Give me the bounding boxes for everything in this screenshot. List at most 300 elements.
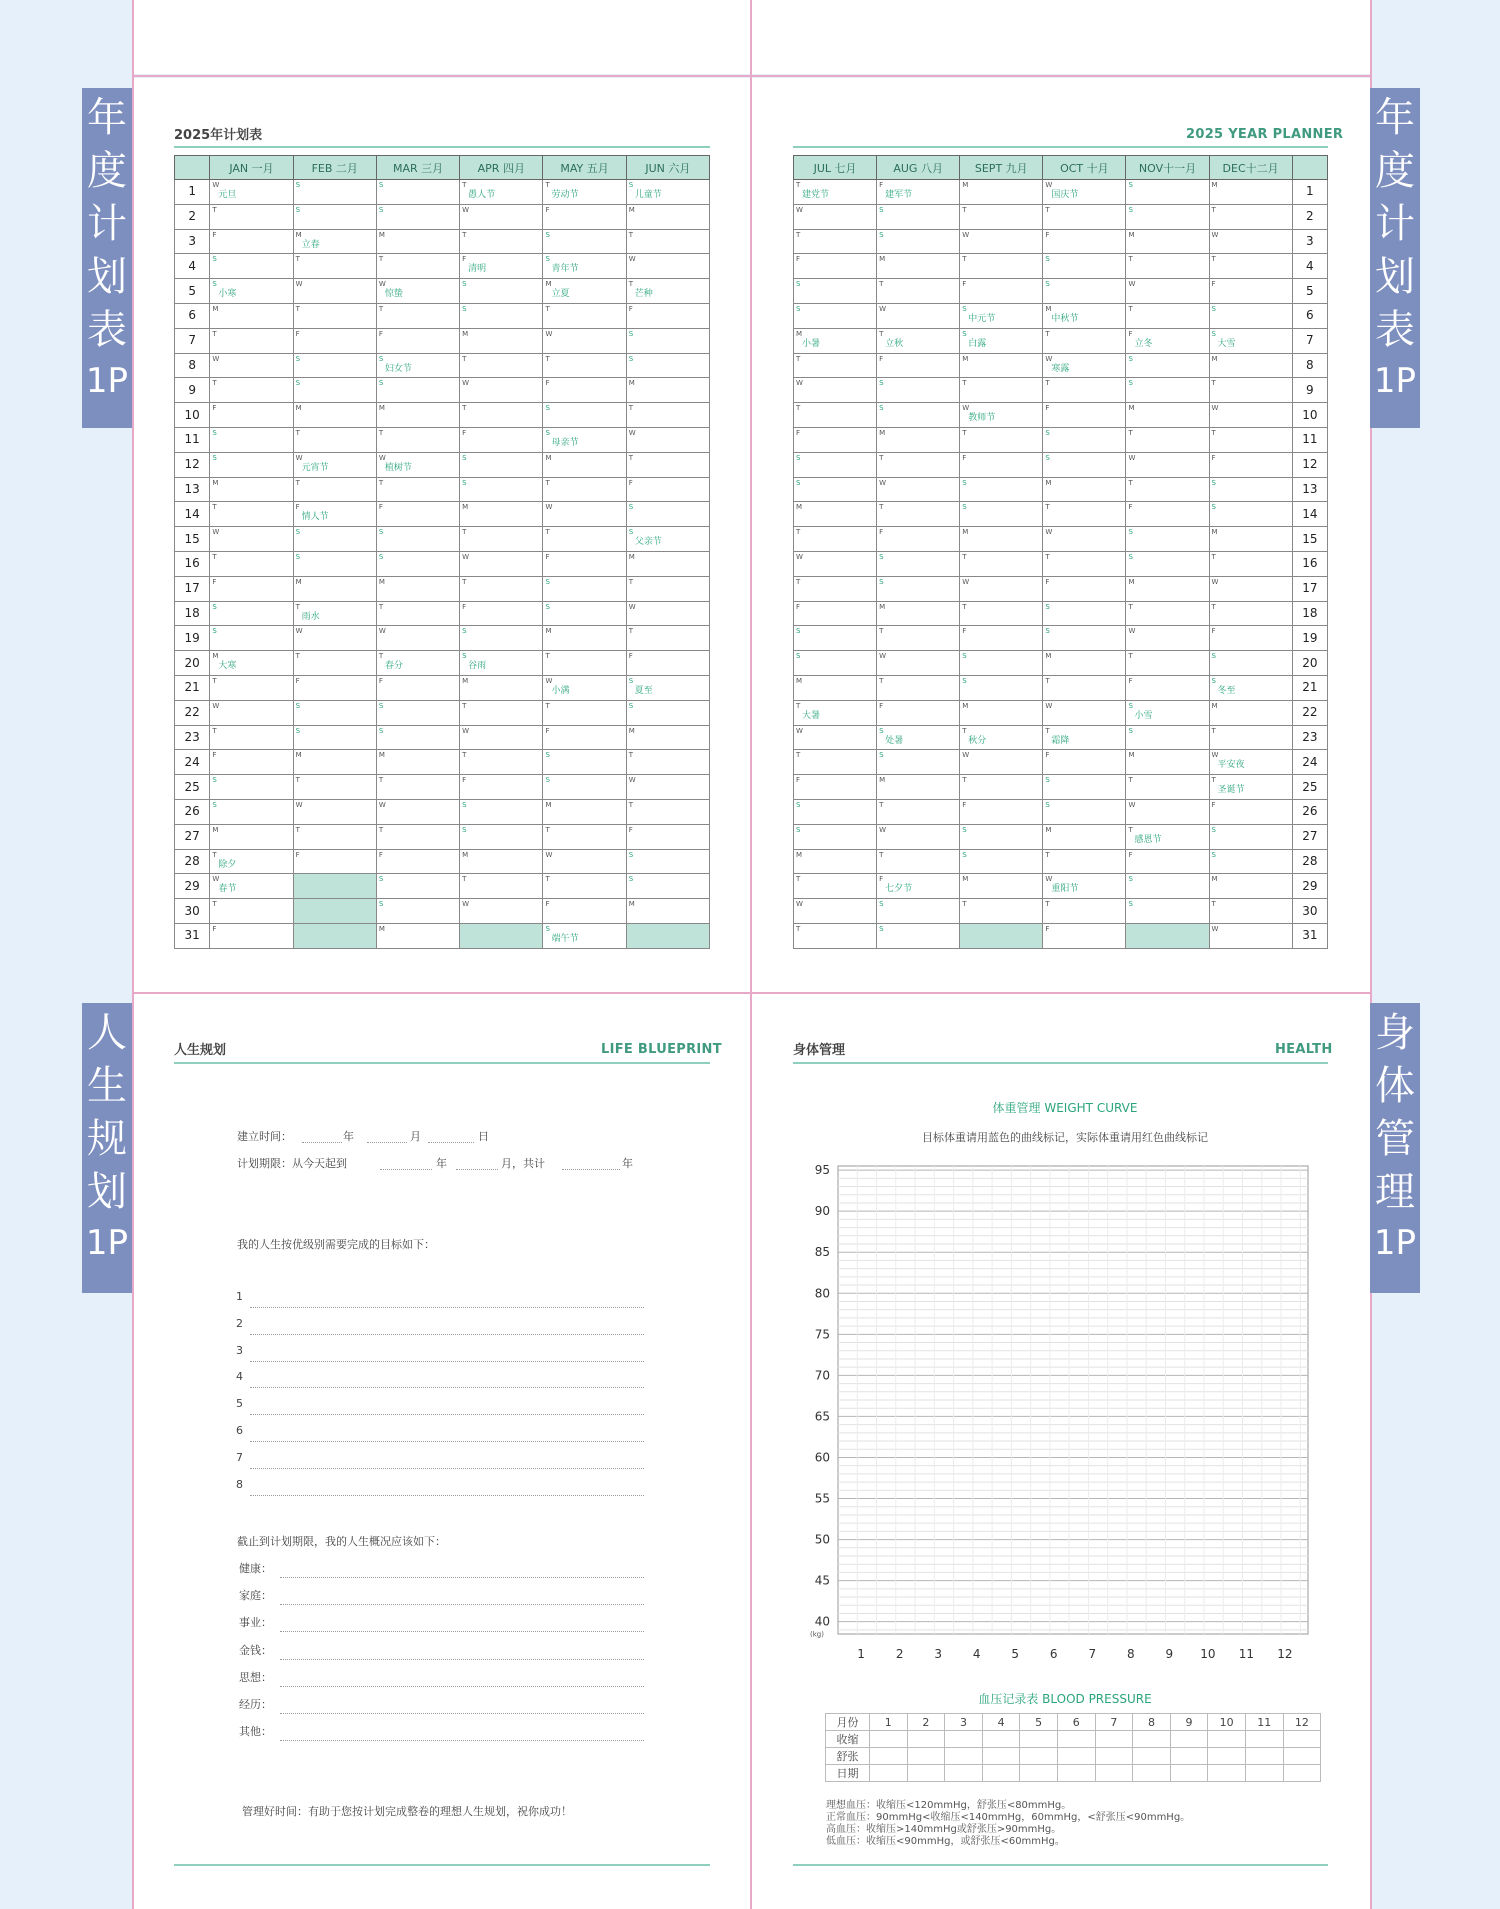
day-cell[interactable] [460,775,543,800]
day-cell[interactable] [460,874,543,899]
day-cell[interactable] [543,427,626,452]
day-cell[interactable] [543,700,626,725]
bp-cell[interactable] [1208,1748,1246,1765]
day-cell[interactable] [1043,651,1126,676]
day-cell[interactable] [210,427,293,452]
day-cell[interactable] [1043,204,1126,229]
day-cell[interactable] [1043,799,1126,824]
day-cell[interactable] [960,328,1043,353]
day-cell[interactable] [877,378,960,403]
day-cell[interactable] [960,874,1043,899]
day-cell[interactable] [293,725,376,750]
day-cell[interactable] [460,204,543,229]
bp-cell[interactable] [1170,1731,1208,1748]
day-cell[interactable] [960,775,1043,800]
day-cell[interactable] [877,551,960,576]
established-month-line[interactable] [367,1142,407,1143]
day-cell[interactable] [543,923,626,948]
day-cell[interactable] [543,254,626,279]
day-cell[interactable] [460,353,543,378]
day-cell[interactable] [877,824,960,849]
day-cell[interactable] [1043,725,1126,750]
bp-cell[interactable] [945,1748,983,1765]
day-cell[interactable] [1043,576,1126,601]
day-cell[interactable] [877,626,960,651]
day-cell[interactable] [626,923,709,948]
day-cell[interactable] [293,502,376,527]
day-cell[interactable] [293,452,376,477]
bp-cell[interactable] [1245,1748,1283,1765]
day-cell[interactable] [626,378,709,403]
day-cell[interactable] [877,923,960,948]
day-cell[interactable] [877,279,960,304]
day-cell[interactable] [210,229,293,254]
bp-cell[interactable] [1283,1731,1321,1748]
day-cell[interactable] [960,180,1043,205]
day-cell[interactable] [960,204,1043,229]
day-cell[interactable] [1043,700,1126,725]
day-cell[interactable] [626,452,709,477]
day-cell[interactable] [794,551,877,576]
bp-cell[interactable] [982,1765,1020,1782]
day-cell[interactable] [794,626,877,651]
day-cell[interactable] [1043,229,1126,254]
day-cell[interactable] [794,874,877,899]
bp-cell[interactable] [982,1748,1020,1765]
day-cell[interactable] [960,452,1043,477]
period-year-line[interactable] [380,1169,432,1170]
day-cell[interactable] [1043,378,1126,403]
day-cell[interactable] [460,626,543,651]
day-cell[interactable] [543,576,626,601]
day-cell[interactable] [210,700,293,725]
day-cell[interactable] [376,700,459,725]
day-cell[interactable] [877,725,960,750]
day-cell[interactable] [460,229,543,254]
day-cell[interactable] [794,279,877,304]
status-line[interactable] [280,1577,644,1578]
day-cell[interactable] [626,824,709,849]
day-cell[interactable] [1126,923,1209,948]
bp-cell[interactable] [1283,1765,1321,1782]
day-cell[interactable] [543,824,626,849]
day-cell[interactable] [460,477,543,502]
day-cell[interactable] [1126,874,1209,899]
day-cell[interactable] [293,204,376,229]
day-cell[interactable] [460,427,543,452]
day-cell[interactable] [293,775,376,800]
day-cell[interactable] [210,180,293,205]
day-cell[interactable] [376,551,459,576]
day-cell[interactable] [960,527,1043,552]
day-cell[interactable] [1209,527,1292,552]
day-cell[interactable] [794,328,877,353]
day-cell[interactable] [1126,750,1209,775]
day-cell[interactable] [376,303,459,328]
day-cell[interactable] [1126,303,1209,328]
goal-line[interactable] [250,1414,644,1415]
day-cell[interactable] [1209,849,1292,874]
day-cell[interactable] [1209,502,1292,527]
day-cell[interactable] [210,899,293,924]
day-cell[interactable] [626,725,709,750]
day-cell[interactable] [376,923,459,948]
day-cell[interactable] [210,775,293,800]
day-cell[interactable] [877,874,960,899]
day-cell[interactable] [960,378,1043,403]
status-line[interactable] [280,1713,644,1714]
day-cell[interactable] [960,229,1043,254]
day-cell[interactable] [543,527,626,552]
day-cell[interactable] [293,576,376,601]
day-cell[interactable] [210,328,293,353]
day-cell[interactable] [877,477,960,502]
day-cell[interactable] [210,378,293,403]
bp-cell[interactable] [907,1731,945,1748]
day-cell[interactable] [794,502,877,527]
day-cell[interactable] [210,403,293,428]
day-cell[interactable] [1126,799,1209,824]
day-cell[interactable] [794,824,877,849]
day-cell[interactable] [626,551,709,576]
status-line[interactable] [280,1740,644,1741]
day-cell[interactable] [1126,700,1209,725]
day-cell[interactable] [1043,849,1126,874]
day-cell[interactable] [293,254,376,279]
day-cell[interactable] [460,551,543,576]
bp-cell[interactable] [1020,1731,1058,1748]
day-cell[interactable] [960,403,1043,428]
day-cell[interactable] [794,353,877,378]
day-cell[interactable] [293,626,376,651]
day-cell[interactable] [460,675,543,700]
day-cell[interactable] [794,378,877,403]
day-cell[interactable] [460,378,543,403]
day-cell[interactable] [460,576,543,601]
day-cell[interactable] [960,799,1043,824]
day-cell[interactable] [794,180,877,205]
day-cell[interactable] [293,700,376,725]
day-cell[interactable] [210,279,293,304]
bp-cell[interactable] [1020,1748,1058,1765]
day-cell[interactable] [794,651,877,676]
day-cell[interactable] [960,700,1043,725]
day-cell[interactable] [1126,477,1209,502]
goal-line[interactable] [250,1307,644,1308]
day-cell[interactable] [1209,180,1292,205]
day-cell[interactable] [1043,551,1126,576]
day-cell[interactable] [960,477,1043,502]
day-cell[interactable] [1209,279,1292,304]
status-line[interactable] [280,1604,644,1605]
day-cell[interactable] [794,303,877,328]
day-cell[interactable] [293,899,376,924]
day-cell[interactable] [626,700,709,725]
established-day-line[interactable] [428,1142,474,1143]
day-cell[interactable] [210,303,293,328]
bp-cell[interactable] [945,1765,983,1782]
day-cell[interactable] [1209,700,1292,725]
day-cell[interactable] [543,452,626,477]
day-cell[interactable] [210,874,293,899]
day-cell[interactable] [543,204,626,229]
day-cell[interactable] [794,254,877,279]
day-cell[interactable] [1043,874,1126,899]
day-cell[interactable] [794,675,877,700]
day-cell[interactable] [794,775,877,800]
day-cell[interactable] [877,700,960,725]
day-cell[interactable] [1209,328,1292,353]
day-cell[interactable] [877,576,960,601]
day-cell[interactable] [877,899,960,924]
day-cell[interactable] [1126,452,1209,477]
day-cell[interactable] [293,675,376,700]
day-cell[interactable] [1126,279,1209,304]
day-cell[interactable] [626,279,709,304]
day-cell[interactable] [1126,601,1209,626]
bp-cell[interactable] [1133,1765,1171,1782]
day-cell[interactable] [626,303,709,328]
day-cell[interactable] [1043,180,1126,205]
day-cell[interactable] [1209,452,1292,477]
day-cell[interactable] [877,775,960,800]
day-cell[interactable] [376,229,459,254]
day-cell[interactable] [626,353,709,378]
day-cell[interactable] [877,254,960,279]
day-cell[interactable] [376,180,459,205]
day-cell[interactable] [1126,378,1209,403]
day-cell[interactable] [626,229,709,254]
bp-cell[interactable] [870,1765,908,1782]
day-cell[interactable] [794,923,877,948]
day-cell[interactable] [1209,353,1292,378]
day-cell[interactable] [1043,824,1126,849]
day-cell[interactable] [960,551,1043,576]
day-cell[interactable] [1126,551,1209,576]
bp-cell[interactable] [1133,1748,1171,1765]
day-cell[interactable] [460,725,543,750]
day-cell[interactable] [293,353,376,378]
day-cell[interactable] [794,849,877,874]
day-cell[interactable] [1209,551,1292,576]
day-cell[interactable] [1126,899,1209,924]
day-cell[interactable] [376,328,459,353]
day-cell[interactable] [1209,923,1292,948]
day-cell[interactable] [626,849,709,874]
day-cell[interactable] [376,675,459,700]
day-cell[interactable] [376,576,459,601]
day-cell[interactable] [376,799,459,824]
day-cell[interactable] [1209,378,1292,403]
day-cell[interactable] [877,502,960,527]
day-cell[interactable] [210,923,293,948]
day-cell[interactable] [376,378,459,403]
day-cell[interactable] [1126,180,1209,205]
day-cell[interactable] [877,799,960,824]
day-cell[interactable] [960,675,1043,700]
day-cell[interactable] [960,254,1043,279]
day-cell[interactable] [1209,775,1292,800]
day-cell[interactable] [626,328,709,353]
day-cell[interactable] [1126,427,1209,452]
day-cell[interactable] [293,750,376,775]
day-cell[interactable] [210,551,293,576]
day-cell[interactable] [210,452,293,477]
day-cell[interactable] [210,799,293,824]
day-cell[interactable] [1126,775,1209,800]
bp-cell[interactable] [1208,1765,1246,1782]
day-cell[interactable] [376,849,459,874]
day-cell[interactable] [210,204,293,229]
day-cell[interactable] [293,477,376,502]
day-cell[interactable] [877,750,960,775]
day-cell[interactable] [460,328,543,353]
day-cell[interactable] [626,576,709,601]
day-cell[interactable] [794,750,877,775]
day-cell[interactable] [1043,477,1126,502]
day-cell[interactable] [210,527,293,552]
day-cell[interactable] [376,279,459,304]
day-cell[interactable] [794,477,877,502]
day-cell[interactable] [960,626,1043,651]
day-cell[interactable] [626,799,709,824]
day-cell[interactable] [543,229,626,254]
day-cell[interactable] [543,403,626,428]
day-cell[interactable] [460,824,543,849]
day-cell[interactable] [293,874,376,899]
day-cell[interactable] [293,527,376,552]
day-cell[interactable] [460,403,543,428]
day-cell[interactable] [543,378,626,403]
day-cell[interactable] [293,601,376,626]
day-cell[interactable] [543,601,626,626]
day-cell[interactable] [1126,353,1209,378]
day-cell[interactable] [1126,254,1209,279]
day-cell[interactable] [877,353,960,378]
period-month-line[interactable] [456,1169,498,1170]
day-cell[interactable] [1043,750,1126,775]
day-cell[interactable] [794,576,877,601]
day-cell[interactable] [794,427,877,452]
bp-cell[interactable] [1208,1731,1246,1748]
day-cell[interactable] [210,725,293,750]
day-cell[interactable] [960,427,1043,452]
day-cell[interactable] [210,849,293,874]
bp-cell[interactable] [982,1731,1020,1748]
day-cell[interactable] [210,651,293,676]
day-cell[interactable] [543,353,626,378]
day-cell[interactable] [877,403,960,428]
day-cell[interactable] [626,403,709,428]
day-cell[interactable] [877,204,960,229]
day-cell[interactable] [960,824,1043,849]
day-cell[interactable] [1209,601,1292,626]
day-cell[interactable] [1126,651,1209,676]
day-cell[interactable] [1126,576,1209,601]
day-cell[interactable] [543,899,626,924]
day-cell[interactable] [960,750,1043,775]
day-cell[interactable] [626,527,709,552]
bp-cell[interactable] [1245,1765,1283,1782]
day-cell[interactable] [210,576,293,601]
day-cell[interactable] [1126,849,1209,874]
day-cell[interactable] [1043,353,1126,378]
day-cell[interactable] [376,527,459,552]
day-cell[interactable] [543,279,626,304]
day-cell[interactable] [877,229,960,254]
day-cell[interactable] [626,204,709,229]
day-cell[interactable] [376,874,459,899]
day-cell[interactable] [293,849,376,874]
day-cell[interactable] [376,899,459,924]
day-cell[interactable] [626,254,709,279]
bp-cell[interactable] [870,1748,908,1765]
bp-cell[interactable] [1095,1731,1133,1748]
day-cell[interactable] [1126,527,1209,552]
day-cell[interactable] [626,651,709,676]
day-cell[interactable] [1209,899,1292,924]
day-cell[interactable] [210,353,293,378]
day-cell[interactable] [1043,427,1126,452]
day-cell[interactable] [1043,899,1126,924]
goal-line[interactable] [250,1468,644,1469]
day-cell[interactable] [877,675,960,700]
day-cell[interactable] [293,551,376,576]
day-cell[interactable] [877,303,960,328]
day-cell[interactable] [293,303,376,328]
period-total-line[interactable] [562,1169,620,1170]
day-cell[interactable] [460,700,543,725]
day-cell[interactable] [460,849,543,874]
day-cell[interactable] [1209,303,1292,328]
day-cell[interactable] [460,502,543,527]
day-cell[interactable] [794,229,877,254]
day-cell[interactable] [543,502,626,527]
day-cell[interactable] [376,601,459,626]
day-cell[interactable] [626,180,709,205]
day-cell[interactable] [1209,799,1292,824]
day-cell[interactable] [460,651,543,676]
day-cell[interactable] [293,180,376,205]
goal-line[interactable] [250,1441,644,1442]
day-cell[interactable] [376,750,459,775]
day-cell[interactable] [1209,824,1292,849]
day-cell[interactable] [1043,452,1126,477]
day-cell[interactable] [960,849,1043,874]
day-cell[interactable] [794,700,877,725]
day-cell[interactable] [960,279,1043,304]
bp-cell[interactable] [1170,1765,1208,1782]
day-cell[interactable] [1043,775,1126,800]
day-cell[interactable] [960,353,1043,378]
bp-cell[interactable] [1020,1765,1058,1782]
day-cell[interactable] [960,923,1043,948]
day-cell[interactable] [210,750,293,775]
day-cell[interactable] [1126,229,1209,254]
day-cell[interactable] [1209,403,1292,428]
day-cell[interactable] [293,328,376,353]
day-cell[interactable] [626,899,709,924]
day-cell[interactable] [1126,502,1209,527]
day-cell[interactable] [1126,204,1209,229]
day-cell[interactable] [626,477,709,502]
bp-cell[interactable] [1283,1748,1321,1765]
day-cell[interactable] [794,725,877,750]
day-cell[interactable] [877,601,960,626]
established-year-line[interactable] [302,1142,342,1143]
day-cell[interactable] [877,180,960,205]
day-cell[interactable] [960,502,1043,527]
